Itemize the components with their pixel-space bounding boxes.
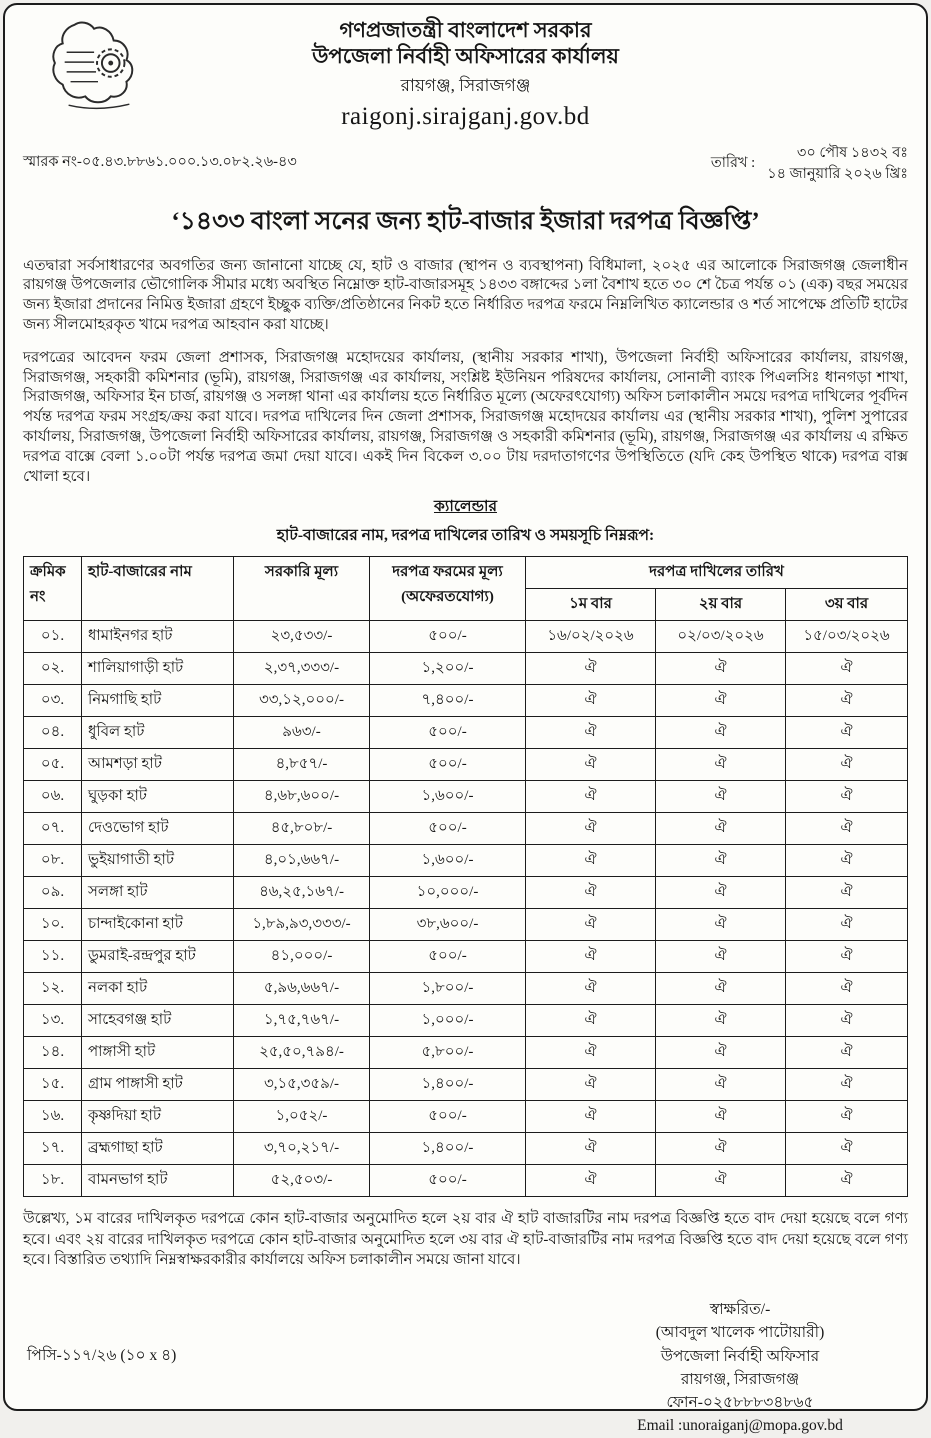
signed-label: স্বাক্ষরিত/-	[709, 1301, 771, 1319]
col-header-submission-date: দরপত্র দাখিলের তারিখ	[526, 557, 908, 589]
serial-cell: ০৭.	[24, 813, 82, 845]
bazar-name-cell: ভুইয়াগাতী হাট	[82, 845, 234, 877]
date-label: তারিখ :	[710, 154, 756, 171]
signatory-designation: উপজেলা নির্বাহী অফিসার	[660, 1347, 820, 1365]
table-row	[24, 813, 908, 845]
table-row	[24, 845, 908, 877]
table-row	[24, 1165, 908, 1197]
table-row	[24, 909, 908, 941]
table-row	[24, 941, 908, 973]
col-header-name: হাট-বাজারের নাম	[82, 557, 234, 621]
bazar-name-cell: ব্রহ্মগাছা হাট	[82, 1133, 234, 1165]
signature-block	[600, 1298, 880, 1438]
calendar-heading: ক্যালেন্ডার	[433, 498, 497, 516]
signatory-name: (আবদুল খালেক পাটোয়ারী)	[655, 1324, 825, 1342]
serial-cell: ১৩.	[24, 1005, 82, 1037]
form-price-cell: ৫০০/-	[370, 749, 526, 781]
col-header-govt-price: সরকারি মূল্য	[234, 557, 370, 621]
second-round-date-cell: ঐ	[656, 1005, 786, 1037]
third-round-date-cell: ঐ	[786, 1037, 908, 1069]
serial-cell: ১১.	[24, 941, 82, 973]
memo-date-row	[23, 143, 908, 185]
hat-bazar-table	[23, 556, 908, 1197]
form-price-cell: ১,৬০০/-	[370, 781, 526, 813]
govt-price-cell: ৩,৭০,২১৭/-	[234, 1133, 370, 1165]
third-round-date-cell: ঐ	[786, 685, 908, 717]
letterhead	[23, 13, 908, 131]
first-round-date-cell: ঐ	[526, 1165, 656, 1197]
table-row	[24, 1069, 908, 1101]
first-round-date-cell: ঐ	[526, 1037, 656, 1069]
office-location: রায়গঞ্জ, সিরাজগঞ্জ	[400, 75, 531, 95]
first-round-date-cell: ঐ	[526, 749, 656, 781]
date-gregorian: ১৪ জানুয়ারি ২০২৬ খ্রিঃ	[767, 165, 908, 182]
first-round-date-cell: ঐ	[526, 813, 656, 845]
serial-cell: ১৪.	[24, 1037, 82, 1069]
form-price-header-line2: (অফেরতযোগ্য)	[401, 589, 494, 606]
serial-cell: ১৬.	[24, 1101, 82, 1133]
bazar-name-cell: নিমগাছি হাট	[82, 685, 234, 717]
second-round-date-cell: ঐ	[656, 1037, 786, 1069]
form-price-cell: ৭,৪০০/-	[370, 685, 526, 717]
serial-cell: ১২.	[24, 973, 82, 1005]
first-round-date-cell: ঐ	[526, 685, 656, 717]
third-round-date-cell: ঐ	[786, 1165, 908, 1197]
col-header-form-price	[370, 557, 526, 621]
second-round-date-cell: ঐ	[656, 685, 786, 717]
signatory-location: রায়গঞ্জ, সিরাজগঞ্জ	[680, 1370, 800, 1388]
bazar-name-cell: নলকা হাট	[82, 973, 234, 1005]
government-seal-logo	[39, 17, 157, 115]
table-body	[24, 621, 908, 1197]
third-round-date-cell: ঐ	[786, 1069, 908, 1101]
govt-price-cell: ১,৭৫,৭৬৭/-	[234, 1005, 370, 1037]
date-block	[711, 143, 908, 185]
date-bangla: ৩০ পৌষ ১৪৩২ বঃ	[796, 144, 908, 161]
second-round-date-cell: ঐ	[656, 1133, 786, 1165]
second-round-date-cell: ঐ	[656, 941, 786, 973]
table-row	[24, 1101, 908, 1133]
govt-price-cell: ৪,৬৮,৬০০/-	[234, 781, 370, 813]
third-round-date-cell: ঐ	[786, 877, 908, 909]
office-website: raigonj.sirajganj.gov.bd	[341, 102, 590, 130]
form-price-cell: ৫০০/-	[370, 941, 526, 973]
table-row	[24, 973, 908, 1005]
govt-price-cell: ৪,৮৫৭/-	[234, 749, 370, 781]
serial-cell: ০১.	[24, 621, 82, 653]
second-round-date-cell: ঐ	[656, 781, 786, 813]
form-price-cell: ৩৮,৬০০/-	[370, 909, 526, 941]
bazar-name-cell: ধামাইনগর হাট	[82, 621, 234, 653]
form-price-cell: ৫০০/-	[370, 717, 526, 749]
form-price-cell: ১,২০০/-	[370, 653, 526, 685]
serial-cell: ১৫.	[24, 1069, 82, 1101]
document-page	[3, 3, 928, 1435]
third-round-date-cell: ঐ	[786, 813, 908, 845]
govt-price-cell: ৫,৯৬,৬৬৭/-	[234, 973, 370, 1005]
third-round-date-cell: ১৫/০৩/২০২৬	[786, 621, 908, 653]
serial-cell: ১৮.	[24, 1165, 82, 1197]
serial-cell: ০৫.	[24, 749, 82, 781]
form-price-header-line1: দরপত্র ফরমের মূল্য	[392, 564, 503, 581]
table-row	[24, 781, 908, 813]
govt-price-cell: ৪১,০০০/-	[234, 941, 370, 973]
first-round-date-cell: ঐ	[526, 877, 656, 909]
serial-cell: ০৩.	[24, 685, 82, 717]
bazar-name-cell: ডুমরাই-রন্দ্রপুর হাট	[82, 941, 234, 973]
serial-cell: ০৬.	[24, 781, 82, 813]
signatory-phone: ফোন-০২৫৮৮৮৩৪৮৬৫	[666, 1394, 814, 1412]
first-round-date-cell: ঐ	[526, 909, 656, 941]
table-row	[24, 621, 908, 653]
table-row	[24, 1037, 908, 1069]
first-round-date-cell: ঐ	[526, 845, 656, 877]
table-row	[24, 877, 908, 909]
table-intro: হাট-বাজারের নাম, দরপত্র দাখিলের তারিখ ও সময়সূচি নিম্নরূপ:	[276, 527, 655, 545]
govt-price-cell: ৫২,৫০৩/-	[234, 1165, 370, 1197]
bazar-name-cell: সাহেবগঞ্জ হাট	[82, 1005, 234, 1037]
first-round-date-cell: ঐ	[526, 653, 656, 685]
bazar-name-cell: দেওভোগ হাট	[82, 813, 234, 845]
first-round-date-cell: ঐ	[526, 1005, 656, 1037]
first-round-date-cell: ঐ	[526, 717, 656, 749]
bazar-name-cell: চান্দাইকোনা হাট	[82, 909, 234, 941]
table-head	[24, 557, 908, 621]
bazar-name-cell: আমশড়া হাট	[82, 749, 234, 781]
serial-cell: ০৯.	[24, 877, 82, 909]
memo-number: স্মারক নং-০৫.৪৩.৮৮৬১.০০০.১৩.০৮২.২৬-৪৩	[23, 153, 297, 170]
signatory-email: Email :unoraiganj@mopa.gov.bd	[637, 1417, 843, 1435]
table-row	[24, 685, 908, 717]
col-header-first-round: ১ম বার	[526, 589, 656, 621]
second-round-date-cell: ঐ	[656, 717, 786, 749]
first-round-date-cell: ঐ	[526, 973, 656, 1005]
third-round-date-cell: ঐ	[786, 1133, 908, 1165]
table-row	[24, 717, 908, 749]
bazar-name-cell: শালিয়াগাড়ী হাট	[82, 653, 234, 685]
first-round-date-cell: ঐ	[526, 1069, 656, 1101]
third-round-date-cell: ঐ	[786, 749, 908, 781]
second-round-date-cell: ০২/০৩/২০২৬	[656, 621, 786, 653]
bazar-name-cell: পাঙ্গাসী হাট	[82, 1037, 234, 1069]
bazar-name-cell: গ্রাম পাঙ্গাসী হাট	[82, 1069, 234, 1101]
form-price-cell: ৫০০/-	[370, 1101, 526, 1133]
footer-note: উল্লেখ্য, ১ম বারের দাখিলকৃত দরপত্রে কোন হাট-বাজার অনুমোদিত হলে ২য় বার ঐ হাট বাজারটির নাম দরপত্র বিজ্ঞপ্তি হতে বাদ দেয়া হয়েছে বলে গণ্য হবে। এবং ২য় বারের দাখিলকৃত দরপত্রে কোন হাট-বাজার অনুমোদিত হলে ৩য় বার ঐ হাট-বাজারটির নাম দরপত্র বিজ্ঞপ্তি হতে বাদ দেয়া হয়েছে বলে গণ্য হবে। বিস্তারিত তথ্যাদি নিম্নস্বাক্ষরকারীর কার্যালয়ে অফিস চলাকালীন সময়ে জানা যাবে।	[23, 1211, 908, 1268]
table-row	[24, 749, 908, 781]
form-price-cell: ১,৮০০/-	[370, 973, 526, 1005]
form-price-cell: ১,৪০০/-	[370, 1133, 526, 1165]
table-row	[24, 1133, 908, 1165]
pc-code: পিসি-১১৭/২৬ (১০ x ৪)	[27, 1347, 177, 1364]
form-price-cell: ৫০০/-	[370, 1165, 526, 1197]
col-header-serial: ক্রমিক নং	[24, 557, 82, 621]
third-round-date-cell: ঐ	[786, 653, 908, 685]
second-round-date-cell: ঐ	[656, 845, 786, 877]
col-header-third-round: ৩য় বার	[786, 589, 908, 621]
body-paragraph-2: দরপত্রের আবেদন ফরম জেলা প্রশাসক, সিরাজগঞ্জ মহোদয়ের কার্যালয়, (স্থানীয় সরকার শাখা), উপজেলা নির্বাহী অফিসারের কার্যালয়, রায়গঞ্জ, সিরাজগঞ্জ, সহকারী কমিশনার (ভূমি), রায়গঞ্জ, সিরাজগঞ্জ এর কার্যালয়, সংশ্লিষ্ট ইউনিয়ন পরিষদের কার্যালয়, সোনালী ব্যাংক পিএলসিঃ ধানগড়া শাখা, সিরাজগঞ্জ, অফিসার ইন চার্জ, রায়গঞ্জ ও সলঙ্গা থানা এর কার্যালয় হতে নির্ধারিত মূল্যে (অফেরৎযোগ্য) অফিস চলাকালীন সময়ে দরপত্র দাখিলের পূর্বদিন পর্যন্ত দরপত্র ফরম সংগ্রহ/ক্রয় করা যাবে। দরপত্র দাখিলের দিন জেলা প্রশাসক, সিরাজগঞ্জ মহোদয়ের কার্যালয় এর (স্থানীয় সরকার শাখা), পুলিশ সুপারের কার্যালয়, সিরাজগঞ্জ, উপজেলা নির্বাহী অফিসারের কার্যালয়, রায়গঞ্জ, সিরাজগঞ্জ ও সহকারী কমিশনার (ভূমি), রায়গঞ্জ, সিরাজগঞ্জ এর কার্যালয় এ রক্ষিত দরপত্র বাক্সে বেলা ১.০০টা পর্যন্ত দরপত্র জমা দেয়া যাবে। একই দিন বিকেল ৩.০০ টায় দরদাতাগণের উপস্থিতিতে (যদি কেহ উপস্থিত থাকে) দরপত্র বাক্স খোলা হবে।	[23, 349, 908, 485]
form-price-cell: ৫,৮০০/-	[370, 1037, 526, 1069]
govt-price-cell: ৪৫,৮০৮/-	[234, 813, 370, 845]
col-header-second-round: ২য় বার	[656, 589, 786, 621]
second-round-date-cell: ঐ	[656, 749, 786, 781]
bazar-name-cell: কৃষ্ণদিয়া হাট	[82, 1101, 234, 1133]
date-values	[767, 143, 908, 185]
govt-price-cell: ২,৩৭,৩৩৩/-	[234, 653, 370, 685]
third-round-date-cell: ঐ	[786, 973, 908, 1005]
government-name: গণপ্রজাতন্ত্রী বাংলাদেশ সরকার	[339, 18, 592, 42]
first-round-date-cell: ঐ	[526, 1133, 656, 1165]
serial-cell: ০২.	[24, 653, 82, 685]
table-row	[24, 1005, 908, 1037]
govt-price-cell: ২৫,৫০,৭৯৪/-	[234, 1037, 370, 1069]
serial-cell: ০৮.	[24, 845, 82, 877]
seal-graphic	[39, 17, 157, 115]
first-round-date-cell: ঐ	[526, 1101, 656, 1133]
second-round-date-cell: ঐ	[656, 653, 786, 685]
third-round-date-cell: ঐ	[786, 845, 908, 877]
second-round-date-cell: ঐ	[656, 973, 786, 1005]
office-name: উপজেলা নির্বাহী অফিসারের কার্যালয়	[312, 44, 619, 69]
govt-price-cell: ৩,১৫,৩৫৯/-	[234, 1069, 370, 1101]
govt-price-cell: ৩৩,১২,০০০/-	[234, 685, 370, 717]
second-round-date-cell: ঐ	[656, 1165, 786, 1197]
bazar-name-cell: বামনভাগ হাট	[82, 1165, 234, 1197]
first-round-date-cell: ঐ	[526, 941, 656, 973]
second-round-date-cell: ঐ	[656, 877, 786, 909]
first-round-date-cell: ১৬/০২/২০২৬	[526, 621, 656, 653]
form-price-cell: ১,৬০০/-	[370, 845, 526, 877]
govt-price-cell: ৪,০১,৬৬৭/-	[234, 845, 370, 877]
first-round-date-cell: ঐ	[526, 781, 656, 813]
form-price-cell: ৫০০/-	[370, 813, 526, 845]
third-round-date-cell: ঐ	[786, 909, 908, 941]
form-price-cell: ৫০০/-	[370, 621, 526, 653]
third-round-date-cell: ঐ	[786, 941, 908, 973]
third-round-date-cell: ঐ	[786, 781, 908, 813]
table-row	[24, 653, 908, 685]
form-price-cell: ১,০০০/-	[370, 1005, 526, 1037]
form-price-cell: ১,৪০০/-	[370, 1069, 526, 1101]
govt-price-cell: ১,৮৯,৯৩,৩৩৩/-	[234, 909, 370, 941]
second-round-date-cell: ঐ	[656, 909, 786, 941]
serial-cell: ০৪.	[24, 717, 82, 749]
serial-cell: ১৭.	[24, 1133, 82, 1165]
govt-price-cell: ১,০৫২/-	[234, 1101, 370, 1133]
second-round-date-cell: ঐ	[656, 1101, 786, 1133]
form-price-cell: ১০,০০০/-	[370, 877, 526, 909]
body-paragraph-1: এতদ্বারা সর্বসাধারণের অবগতির জন্য জানানো যাচ্ছে যে, হাট ও বাজার (স্থাপন ও ব্যবস্থাপনা) বিধিমালা, ২০২৫ এর আলোকে সিরাজগঞ্জ জেলাধীন রায়গঞ্জ উপজেলার ভৌগোলিক সীমার মধ্যে অবস্থিত নিম্নোক্ত হাট-বাজারসমূহ ১৪৩৩ বঙ্গাব্দের ১লা বৈশাখ হতে ৩০ শে চৈত্র পর্যন্ত ০১ (এক) বছর সময়ের জন্য ইজারা প্রদানের নিমিত্ত ইজারা গ্রহণে ইচ্ছুক ব্যক্তি/প্রতিষ্ঠানের নিকট হতে নির্ধারিত দরপত্র ফরমে নিম্নলিখিত ক্যালেন্ডার ও শর্ত সাপেক্ষে প্রতিটি হাটের জন্য সীলমোহরকৃত খামে দরপত্র আহবান করা যাচ্ছে।	[23, 257, 908, 333]
third-round-date-cell: ঐ	[786, 1101, 908, 1133]
second-round-date-cell: ঐ	[656, 1069, 786, 1101]
bazar-name-cell: ধুবিল হাট	[82, 717, 234, 749]
govt-price-cell: ৪৬,২৫,১৬৭/-	[234, 877, 370, 909]
govt-price-cell: ৯৬৩/-	[234, 717, 370, 749]
table-header-row-1	[24, 557, 908, 589]
second-round-date-cell: ঐ	[656, 813, 786, 845]
serial-cell: ১০.	[24, 909, 82, 941]
notice-title: ‘১৪৩৩ বাংলা সনের জন্য হাট-বাজার ইজারা দরপত্র বিজ্ঞপ্তি’	[171, 207, 760, 235]
bazar-name-cell: ঘুড়কা হাট	[82, 781, 234, 813]
third-round-date-cell: ঐ	[786, 717, 908, 749]
bazar-name-cell: সলঙ্গা হাট	[82, 877, 234, 909]
govt-price-cell: ২৩,৫৩৩/-	[234, 621, 370, 653]
third-round-date-cell: ঐ	[786, 1005, 908, 1037]
